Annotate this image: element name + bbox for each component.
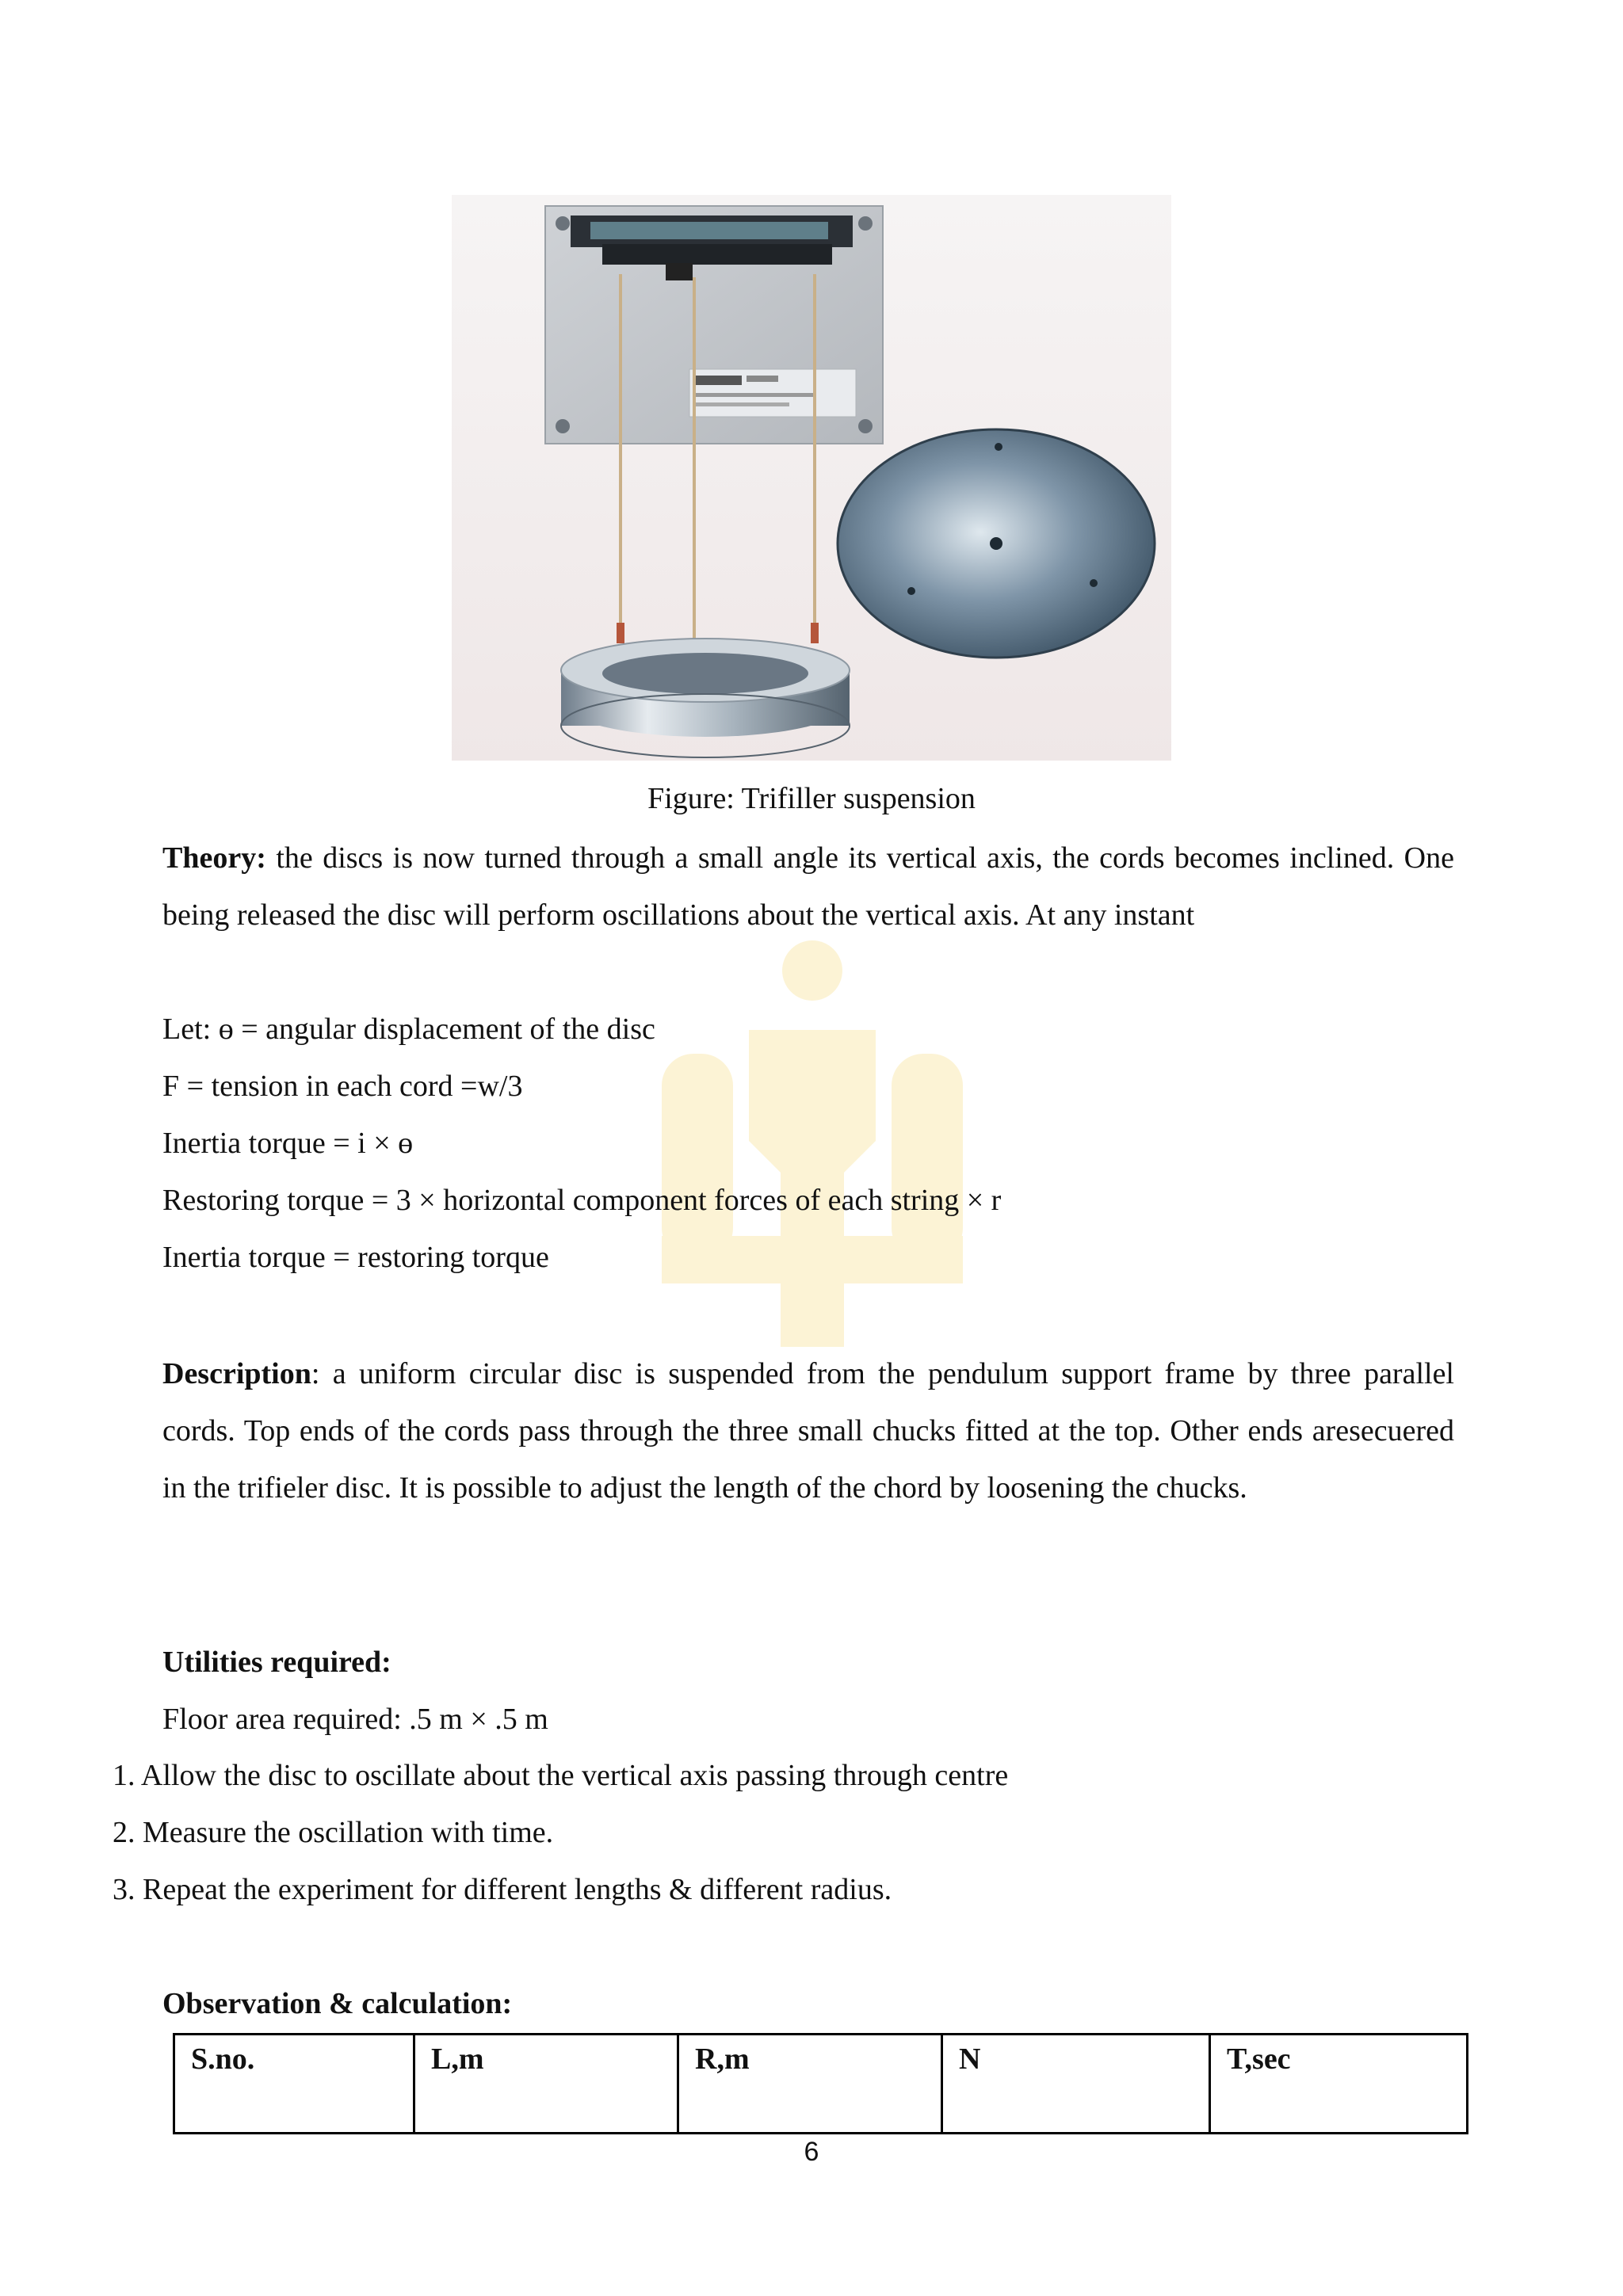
trifilar-suspension-photo-icon	[452, 195, 1171, 761]
procedure-step: 3. Repeat the experiment for different lengths & different radius.	[113, 1873, 892, 1906]
table-header-cell: R,m	[678, 2035, 942, 2134]
table-header-cell: T,sec	[1210, 2035, 1468, 2134]
description-paragraph	[162, 1345, 1454, 1516]
table-header-row	[174, 2035, 1468, 2134]
equation-line: Restoring torque = 3 × horizontal component forces of each string × r	[162, 1184, 1002, 1217]
table-header-cell: S.no.	[174, 2035, 414, 2134]
equation-line: Inertia torque = restoring torque	[162, 1241, 549, 1274]
procedure-step: 1. Allow the disc to oscillate about the vertical axis passing through centre	[113, 1759, 1009, 1792]
equation-line: Inertia torque = i × ɵ	[162, 1127, 414, 1160]
theory-paragraph	[162, 830, 1454, 944]
page-number: 6	[804, 2137, 819, 2167]
table-header-cell: L,m	[414, 2035, 678, 2134]
observation-table	[173, 2033, 1468, 2134]
equation-line: F = tension in each cord =w/3	[162, 1070, 523, 1103]
trifilar-suspension-figure	[452, 195, 1171, 761]
table-header-cell: N	[942, 2035, 1210, 2134]
floor-area-line: Floor area required: .5 m × .5 m	[162, 1703, 548, 1736]
utilities-heading: Utilities required:	[162, 1646, 391, 1679]
equation-line: Let: ɵ = angular displacement of the disc	[162, 1013, 655, 1046]
description-label: Description	[162, 1357, 311, 1390]
theory-label: Theory:	[162, 841, 266, 875]
description-text: : a uniform circular disc is suspended from the pendulum support frame by three parallel cords. Top ends of the cords pass through the three small chucks fitted at the top. Other ends aresecuered in the trifieler disc. It is possible to adjust the length of the chord by loosening the chucks.	[162, 1357, 1454, 1505]
observation-heading: Observation & calculation:	[162, 1987, 513, 2020]
theory-text: the discs is now turned through a small angle its vertical axis, the cords becomes inclined. One being released the disc will perform oscillations about the vertical axis. At any instant	[162, 841, 1454, 932]
procedure-step: 2. Measure the oscillation with time.	[113, 1816, 554, 1849]
figure-caption: Figure: Trifiller suspension	[647, 782, 976, 815]
